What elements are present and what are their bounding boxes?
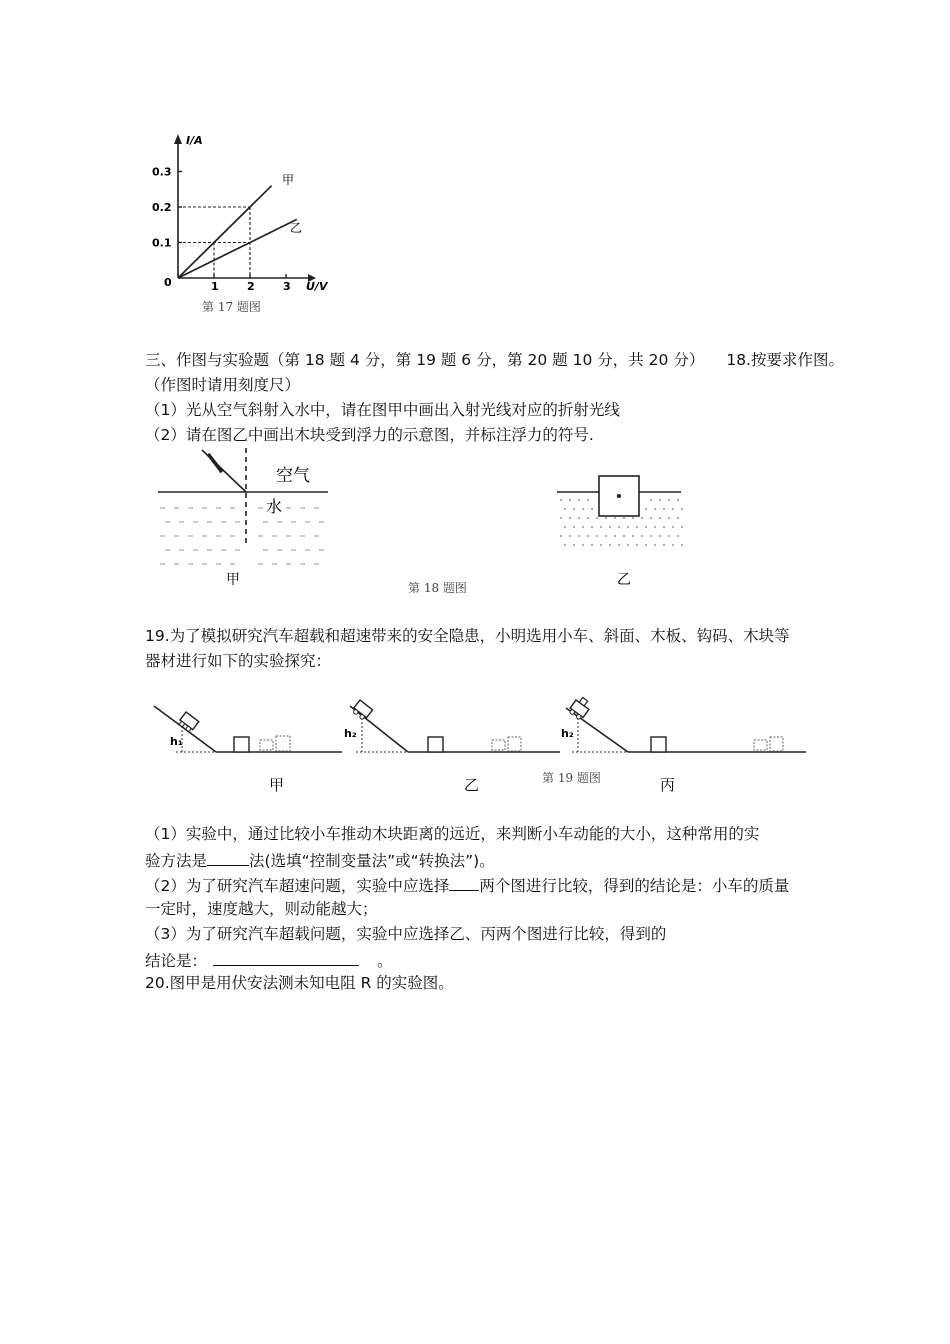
water-texture [663, 508, 665, 510]
water-texture [569, 499, 571, 501]
water-texture [636, 544, 638, 546]
water-texture [668, 535, 670, 537]
water-texture [596, 535, 598, 537]
water-texture [587, 535, 589, 537]
water-texture [582, 544, 584, 546]
fig18-label-yi: 乙 [617, 572, 631, 588]
water-texture [645, 508, 647, 510]
water-texture [600, 526, 602, 528]
answer-blank-method[interactable] [207, 849, 249, 866]
q19-part1-line2 [145, 849, 495, 871]
water-texture [609, 526, 611, 528]
fig18-block-diagram [555, 470, 685, 595]
water-texture [569, 517, 571, 519]
water-texture [582, 526, 584, 528]
line-label-yi: 乙 [290, 221, 303, 235]
fig19-panel-jia [154, 706, 342, 794]
water-texture [681, 508, 683, 510]
water-texture [614, 517, 616, 519]
water-texture [668, 517, 670, 519]
water-texture [650, 517, 652, 519]
water-texture [600, 544, 602, 546]
answer-blank-figures[interactable] [449, 874, 479, 891]
fig18-label-jia: 甲 [226, 572, 240, 588]
water-texture [663, 526, 665, 528]
water-texture [618, 544, 620, 546]
section3-heading [145, 350, 844, 370]
water-texture [560, 499, 562, 501]
water-texture [605, 517, 607, 519]
q19-part1-line1: （1）实验中，通过比较小车推动木块距离的远近，来判断小车动能的大小，这种常用的实 [145, 825, 760, 843]
y-tick-label: 0.1 [152, 236, 172, 250]
line-label-jia: 甲 [282, 173, 295, 187]
series-line [178, 186, 272, 278]
water-texture [645, 544, 647, 546]
q18-note: （作图时请用刻度尺） [145, 376, 301, 394]
water-texture [582, 508, 584, 510]
water-texture [641, 517, 643, 519]
water-texture [564, 508, 566, 510]
water-texture [578, 499, 580, 501]
y-tick-label: 0.3 [152, 165, 172, 179]
water-texture [659, 517, 661, 519]
x-axis-label: U/V [306, 280, 328, 293]
fig19-diagram [150, 690, 810, 800]
q19-part3-line2 [145, 949, 393, 971]
answer-blank-conclusion[interactable] [213, 949, 359, 966]
water-texture [672, 508, 674, 510]
q20-text: 20.图甲是用伏安法测未知电阻 R 的实验图。 [145, 974, 454, 992]
air-label: 空气 [276, 466, 310, 486]
water-texture [654, 544, 656, 546]
water-texture [591, 508, 593, 510]
water-texture [636, 526, 638, 528]
water-texture [632, 517, 634, 519]
water-texture [573, 508, 575, 510]
water-texture [605, 535, 607, 537]
section3-heading-text: 三、作图与实验题（第 18 题 4 分，第 19 题 6 分，第 20 题 10 分，共 20 分） [145, 351, 705, 369]
water-texture [632, 535, 634, 537]
fig17-chart [150, 128, 350, 323]
h2-label-bing: h₂ [561, 727, 574, 740]
q19-part1-suffix: 法(选填“控制变量法”或“转换法”)。 [249, 852, 495, 870]
water-texture [614, 535, 616, 537]
x-tick-label: 3 [283, 280, 291, 293]
water-texture [578, 535, 580, 537]
y-tick-label: 0.2 [152, 201, 172, 214]
water-texture [591, 526, 593, 528]
water-texture [573, 526, 575, 528]
q19-intro-line2: 器材进行如下的实验探究： [145, 652, 332, 670]
water-texture [654, 526, 656, 528]
h1-label: h₁ [170, 735, 183, 748]
water-texture [681, 544, 683, 546]
water-texture [659, 499, 661, 501]
fig19-label-yi: 乙 [464, 776, 480, 794]
water-texture [650, 535, 652, 537]
water-texture [650, 499, 652, 501]
water-texture [659, 535, 661, 537]
water-label: 水 [266, 497, 283, 516]
water-texture [645, 526, 647, 528]
water-texture [569, 535, 571, 537]
water-texture [677, 499, 679, 501]
fig19-label-jia: 甲 [269, 776, 285, 794]
water-texture [587, 499, 589, 501]
q19-part2-line1 [145, 874, 789, 896]
x-tick-label: 2 [247, 280, 255, 293]
water-texture [672, 544, 674, 546]
x-tick-label: 1 [211, 280, 219, 293]
water-texture [641, 535, 643, 537]
water-texture [663, 544, 665, 546]
water-texture [591, 544, 593, 546]
q18-part1: （1）光从空气斜射入水中，请在图甲中画出入射光线对应的折射光线 [145, 401, 620, 419]
fig19-caption: 第 19 题图 [542, 771, 601, 785]
q18-part2: （2）请在图乙中画出木块受到浮力的示意图，并标注浮力的符号. [145, 426, 594, 444]
water-texture [560, 535, 562, 537]
water-texture [681, 526, 683, 528]
q19-intro-line1: 19.为了模拟研究汽车超载和超速带来的安全隐患，小明选用小车、斜面、木板、钩码、木块等 [145, 627, 790, 645]
fig19-panel-yi [344, 700, 560, 794]
q19-part3-prefix: 结论是： [145, 952, 208, 970]
water-texture [668, 499, 670, 501]
water-texture [672, 526, 674, 528]
fig18-refraction-diagram [150, 446, 340, 596]
series-line [178, 219, 297, 278]
water-texture [627, 526, 629, 528]
q19-part2-line2: 一定时，速度越大，则动能越大； [145, 900, 378, 918]
water-texture [596, 517, 598, 519]
water-texture [623, 535, 625, 537]
water-texture [627, 544, 629, 546]
origin-label: 0 [164, 276, 172, 289]
q19-part1-prefix: 验方法是 [145, 852, 208, 870]
water-texture [560, 517, 562, 519]
q19-part3-line1: （3）为了研究汽车超载问题，实验中应选择乙、丙两个图进行比较，得到的 [145, 925, 667, 943]
q19-part3-suffix: 。 [377, 952, 393, 970]
fig17-caption: 第 17 题图 [202, 300, 261, 314]
water-texture [677, 535, 679, 537]
water-texture [564, 526, 566, 528]
fig19-label-bing: 丙 [660, 776, 676, 794]
y-axis-label: I/A [186, 134, 203, 147]
water-texture [677, 517, 679, 519]
q19-part2-prefix: （2）为了研究汽车超速问题，实验中应选择 [145, 877, 450, 895]
water-texture [573, 544, 575, 546]
water-texture [623, 517, 625, 519]
h2-label-yi: h₂ [344, 727, 357, 740]
water-texture [618, 526, 620, 528]
q18-title: 18.按要求作图。 [726, 351, 844, 369]
water-texture [587, 517, 589, 519]
water-texture [564, 544, 566, 546]
water-texture [609, 544, 611, 546]
q19-part2-suffix: 两个图进行比较，得到的结论是：小车的质量 [479, 877, 790, 895]
fig18-caption: 第 18 题图 [408, 581, 467, 595]
water-texture [578, 517, 580, 519]
water-texture [654, 508, 656, 510]
